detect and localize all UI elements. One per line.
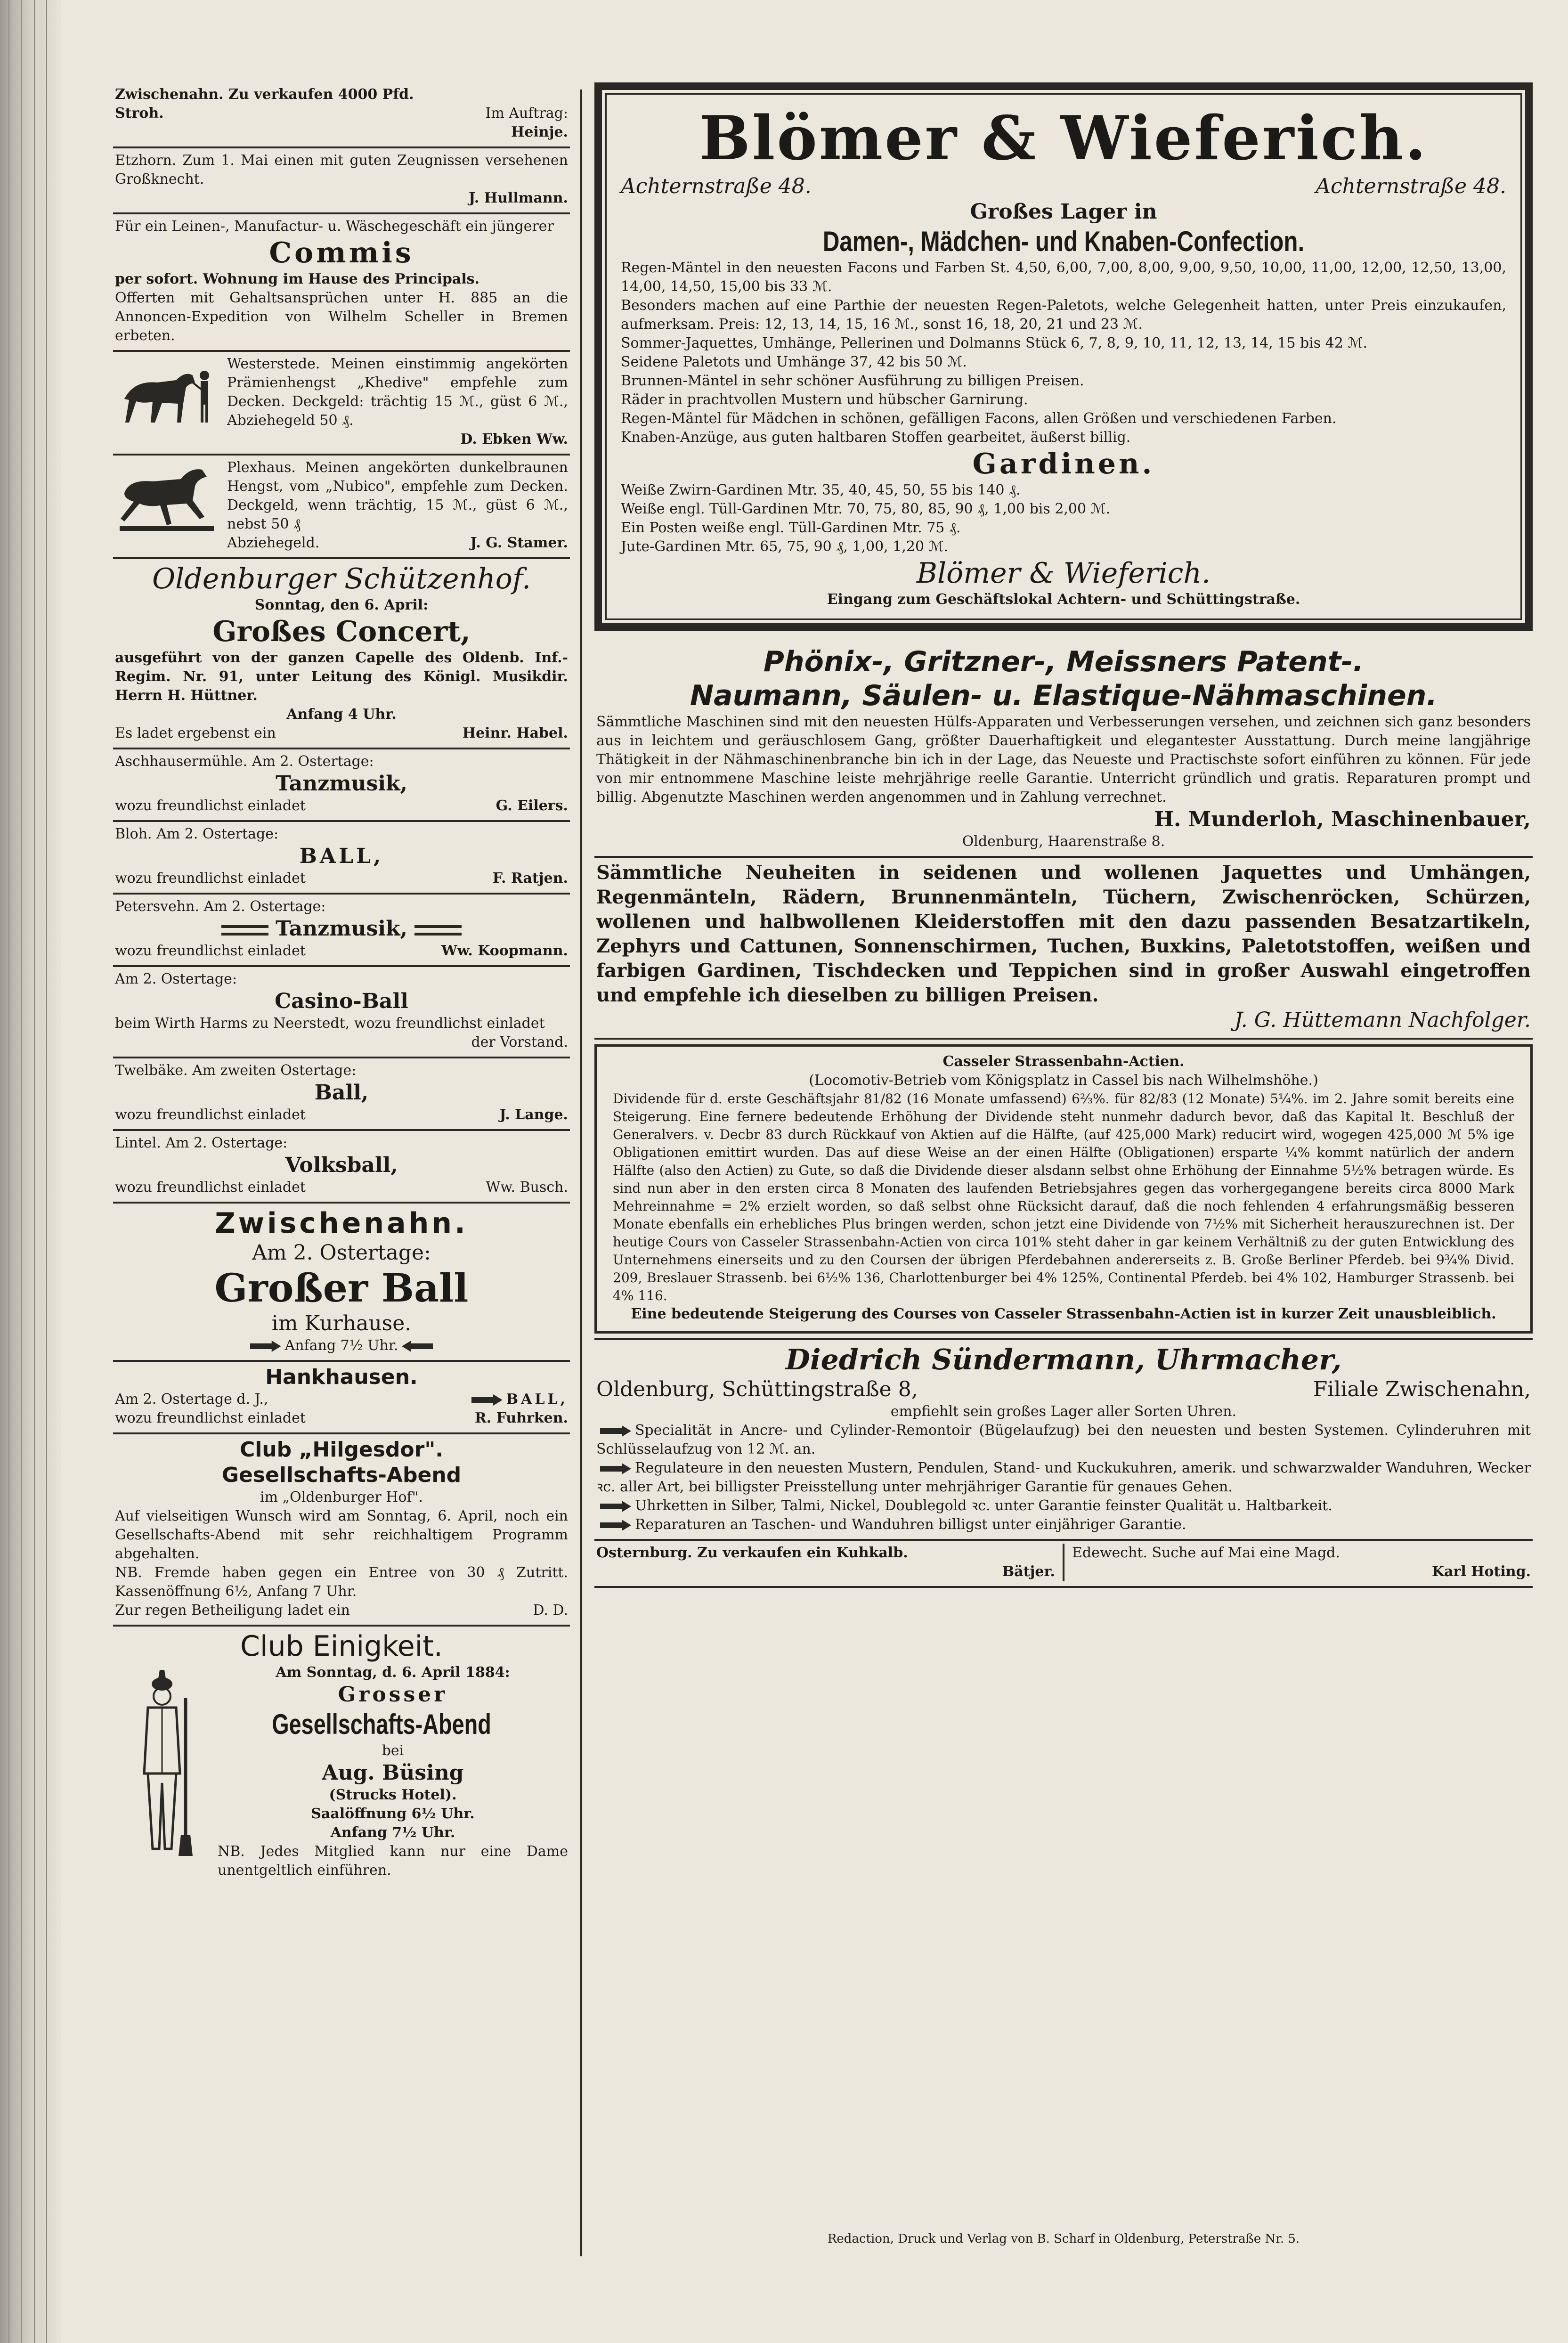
ad-edewecht	[1064, 1544, 1531, 1581]
ad-text: Petersvehn. Am 2. Ostertage:	[115, 898, 326, 915]
imprint-footer: Redaction, Druck und Verlag von B. Scharf in Oldenburg, Peterstraße Nr. 5.	[827, 2232, 1300, 2246]
soldier-with-rifle-icon	[115, 1665, 209, 1863]
ad-text: Es ladet ergebenst ein	[115, 725, 276, 741]
ad-text: im „Oldenburger Hof".	[260, 1489, 423, 1505]
ad-signer: D. D.	[533, 1602, 568, 1619]
ad-title: Hankhausen.	[265, 1365, 418, 1389]
ad-headline: Naumann, Säulen- u. Elastique-Nähmaschinen.	[690, 679, 1438, 712]
ad-casseler-strassenbahn	[594, 1044, 1533, 1334]
ad-text: Aschhausermühle. Am 2. Ostertage:	[115, 753, 374, 770]
ad-headline: Großer Ball	[214, 1266, 469, 1311]
pointing-hand-icon	[402, 1341, 433, 1352]
ad-text: beim Wirth Harms zu Neerstedt, wozu freundlichst einladet	[115, 1015, 545, 1032]
ad-signer: D. Ebken Ww.	[460, 431, 568, 447]
ad-text: ausgeführt von der ganzen Capelle des Oldenb. Inf.-Regim. Nr. 91, unter Leitung des Königl. Musikdir. Herrn H. Hüttner.	[115, 650, 568, 704]
ad-zwischenahn-stroh	[113, 82, 570, 148]
ad-text: Am 2. Ostertage:	[115, 971, 237, 987]
ad-signer: J. Hullmann.	[469, 190, 568, 206]
ad-text: Auf vielseitigen Wunsch wird am Sonntag, 6. April, noch ein Gesellschafts-Abend mit sehr reichhaltigem Programm abgehalten.	[115, 1508, 568, 1562]
ad-headline: Großes Concert,	[212, 615, 471, 648]
ad-headline: Tanzmusik,	[276, 917, 407, 941]
ad-headline-wrap	[115, 1708, 568, 1741]
ad-text: wozu freundlichst einladet	[115, 1106, 306, 1123]
ad-bloemer-wieferich	[594, 82, 1533, 631]
ad-text: Offerten mit Gehaltsansprüchen unter H. 885 an die Annoncen-Expedition von Wilhelm Scheller in Bremen erbeten.	[115, 290, 568, 344]
ad-item	[596, 1515, 1531, 1534]
ad-text: Regen-Mäntel für Mädchen in schönen, gefälligen Facons, allen Größen und verschiedenen Farben.	[621, 410, 1337, 427]
ad-signer: J. Lange.	[499, 1106, 568, 1123]
ad-signer: Karl Hoting.	[1432, 1563, 1531, 1580]
ad-signer: Ww. Koopmann.	[441, 943, 568, 959]
ad-headline: Gardinen.	[972, 447, 1155, 480]
ad-item	[596, 1421, 1531, 1459]
ad-title: Club Einigkeit.	[240, 1630, 443, 1663]
ad-signer: Heinje.	[511, 124, 568, 140]
ad-westerstede	[113, 352, 570, 456]
ad-text: Weiße Zwirn-Gardinen Mtr. 35, 40, 45, 50, 55 bis 140 ₰.	[621, 482, 1021, 498]
pointing-hand-icon	[600, 1463, 631, 1474]
ad-text: wozu freundlichst einladet	[115, 797, 306, 814]
ad-text: Besonders machen auf eine Parthie der neuesten Regen-Paletots, welche Gelegenheit hatten, unter Preis einzukaufen, aufmerksam. Preis: 12, 13, 14, 15, 16 ℳ., sonst 16, 18, 20, 21 und 23 ℳ.	[621, 297, 1506, 333]
ad-text: Seidene Paletots und Umhänge 37, 42 bis 50 ℳ.	[621, 354, 967, 370]
ad-text: Reparaturen an Taschen- und Wanduhren billigst unter einjähriger Garantie.	[635, 1516, 1186, 1533]
ad-text: Im Auftrag:	[485, 105, 568, 122]
pointing-hand-icon	[250, 1341, 281, 1352]
ad-text: wozu freundlichst einladet	[115, 1179, 306, 1196]
ad-signer: J. G. Stamer.	[470, 535, 568, 551]
ad-text: (Locomotiv-Betrieb vom Königsplatz in Cassel bis nach Wilhelmshöhe.)	[809, 1072, 1318, 1089]
horse-with-groom-icon	[115, 357, 219, 427]
pointing-hand-icon	[600, 1501, 631, 1512]
ad-headline-wrap	[621, 225, 1506, 259]
ad-plexhaus	[113, 456, 570, 559]
ad-title: Casseler Strassenbahn-Actien.	[942, 1053, 1185, 1070]
ad-text: Am Sonntag, d. 6. April 1884:	[276, 1664, 510, 1681]
ad-title: Oldenburger Schützenhof.	[152, 562, 531, 595]
ad-signer: Ww. Busch.	[486, 1179, 568, 1196]
pointing-hand-icon	[471, 1394, 503, 1406]
left-column	[113, 82, 570, 1885]
ad-headline: Tanzmusik,	[276, 772, 407, 796]
ad-address: Achternstraße 48.	[1316, 174, 1506, 198]
ad-headline-row	[115, 916, 568, 942]
ad-ball-row	[468, 1390, 568, 1409]
ad-text: (Strucks Hotel).	[329, 1787, 457, 1803]
ad-text: Osternburg. Zu verkaufen ein Kuhkalb.	[596, 1545, 908, 1561]
ad-text: Räder in prachtvollen Mustern und hübscher Garnirung.	[621, 391, 1028, 408]
ad-title: Zwischenahn.	[215, 1207, 468, 1240]
ad-signer: G. Eilers.	[496, 797, 568, 814]
ad-text: Brunnen-Mäntel in sehr schöner Ausführung zu billigen Preisen.	[621, 373, 1084, 389]
ad-headline: Ball,	[314, 1081, 369, 1105]
ad-lintel	[113, 1131, 570, 1204]
ad-signer: H. Munderloh, Maschinenbauer,	[1154, 807, 1531, 831]
ad-text: Specialität in Ancre- und Cylinder-Remontoir (Bügelaufzug) bei den neuesten und besten Systemen. Cylinderuhren mit Schlüsselaufzug von 12 ℳ. an.	[596, 1422, 1531, 1457]
ad-address: Oldenburg, Haarenstraße 8.	[962, 833, 1165, 850]
ad-text: wozu freundlichst einladet	[115, 943, 306, 959]
ornament-bars-icon	[414, 925, 462, 936]
ad-host: Aug. Büsing	[322, 1761, 464, 1785]
ad-huettemann	[594, 858, 1533, 1040]
ad-petersvehn	[113, 895, 570, 967]
ad-address: Achternstraße 48.	[621, 174, 812, 198]
ad-bloh	[113, 822, 570, 895]
ad-text: Anfang 7½ Uhr.	[330, 1824, 455, 1841]
ad-text: Abziehegeld.	[227, 535, 320, 551]
ad-text: NB. Jedes Mitglied kann nur eine Dame unentgeltlich einführen.	[218, 1843, 568, 1879]
ad-headline: BALL,	[299, 844, 384, 868]
page-binding-edge	[0, 0, 61, 2343]
ad-bottom-pair	[594, 1541, 1533, 1588]
ad-text: Jute-Gardinen Mtr. 65, 75, 90 ₰, 1,00, 1,20 ℳ.	[621, 538, 949, 555]
ad-headline: Gesellschafts-Abend	[221, 1463, 462, 1487]
ad-text: Eingang zum Geschäftslokal Achtern- und Schüttingstraße.	[827, 591, 1300, 608]
ad-text: Uhrketten in Silber, Talmi, Nickel, Doublegold ꝛc. unter Garantie feinster Qualität u. Haltbarkeit.	[635, 1497, 1332, 1514]
ad-text: Regulateure in den neuesten Mustern, Pendulen, Stand- und Kuckukuhren, amerik. und schwarzwalder Wanduhren, Wecker ꝛc. aller Art, bei billigster Preisstellung unter mehrjähriger Garantie für genaues Gehen.	[596, 1460, 1531, 1495]
ad-text: Saalöffnung 6½ Uhr.	[311, 1806, 475, 1822]
ad-club-einigkeit	[113, 1627, 570, 1885]
ad-title: Diedrich Sündermann, Uhrmacher,	[785, 1343, 1342, 1376]
ad-text: Edewecht. Suche auf Mai eine Magd.	[1072, 1545, 1340, 1561]
ad-text: Am 2. Ostertage d. J.,	[115, 1391, 268, 1407]
ad-sewing-machines	[594, 642, 1533, 858]
ad-item	[596, 1459, 1531, 1497]
ad-text: Plexhaus. Meinen angekörten dunkelbraunen Hengst, vom „Nubico", empfehle zum Decken. Deckgeld, wenn trächtig, 15 ℳ., güst 6 ℳ., nebst 50 ₰	[227, 459, 568, 532]
ad-text: Stroh.	[115, 105, 164, 122]
ad-text: Zur regen Betheiligung ladet ein	[115, 1602, 350, 1619]
ad-headline: Phönix-, Gritzner-, Meissners Patent-.	[763, 645, 1364, 678]
ad-text: Weiße engl. Tüll-Gardinen Mtr. 70, 75, 80, 85, 90 ₰, 1,00 bis 2,00 ℳ.	[621, 501, 1111, 517]
ad-casino	[113, 967, 570, 1058]
ad-commis	[113, 214, 570, 352]
ad-signature: Blömer & Wieferich.	[916, 557, 1211, 590]
pointing-hand-icon	[600, 1425, 631, 1437]
ad-address: Oldenburg, Schüttingstraße 8,	[596, 1377, 918, 1401]
ad-headline: Casino-Ball	[275, 989, 408, 1013]
ad-text: Sämmtliche Neuheiten in seidenen und wollenen Jaquettes und Umhängen, Regenmänteln, Rädern, Brunnenmänteln, Tüchern, Zwischenröcken, Schürzen, wollenen und halbwollenen Kleiderstoffen mit den dazu passenden Besatzartikeln, Zephyrs und Cattunen, Sonnenschirmen, Tuchen, Buxkins, Paletotstoffen, weißen und farbigen Gardinen, Tischdecken und Teppichen sind in großer Auswahl eingetroffen und empfehle ich dieselben zu billigen Preisen.	[596, 862, 1531, 1006]
ad-text: Eine bedeutende Steigerung des Courses von Casseler Strassenbahn-Actien ist in kurzer Zeit unausbleiblich.	[631, 1306, 1496, 1322]
ad-text: Sämmtliche Maschinen sind mit den neuesten Hülfs-Apparaten und Verbesserungen versehen, und zeichnen sich ganz besonders aus in leichtem und geräuschlosem Gang, größter Dauerhaftigkeit und elegantester Ausstattung. Durch meine langjährige Thätigkeit in der Nähmaschinenbranche bin ich in der Lage, das Neueste und Practischste sofort einführen zu können. Für jede von mir entnommene Maschine leiste mehrjährige reelle Garantie. Unterricht gründlich und gratis. Reparaturen prompt und billig. Abgenutzte Maschinen werden angenommen und in Zahlung verrechnet.	[596, 714, 1531, 805]
ad-hilgesdor	[113, 1434, 570, 1627]
ad-text: Ein Posten weiße engl. Tüll-Gardinen Mtr. 75 ₰.	[621, 520, 961, 536]
ad-text: Zwischenahn. Zu verkaufen 4000 Pfd.	[115, 86, 414, 103]
ad-text: Anfang 4 Uhr.	[286, 706, 397, 723]
ad-address: Filiale Zwischenahn,	[1313, 1377, 1531, 1401]
ad-title: Blömer & Wieferich.	[699, 103, 1428, 174]
ad-text: Knaben-Anzüge, aus guten haltbaren Stoffen gearbeitet, äußerst billig.	[621, 429, 1131, 446]
ad-text: Regen-Mäntel in den neuesten Facons und Farben St. 4,50, 6,00, 7,00, 8,00, 9,00, 9,50, 10,00, 11,00, 12,00, 12,50, 13,00, 14,00, 14,50, 15,00 bis 33 ℳ.	[621, 260, 1506, 295]
ad-headline: Volksball,	[285, 1153, 398, 1177]
ad-aschhauser	[113, 749, 570, 822]
ad-text: im Kurhause.	[271, 1311, 412, 1335]
ad-text: Etzhorn. Zum 1. Mai einen mit guten Zeugnissen versehenen Großknecht.	[115, 152, 568, 187]
ad-twelbaeke	[113, 1058, 570, 1131]
ad-text: Twelbäke. Am zweiten Ostertage:	[115, 1062, 357, 1079]
ad-signer: R. Fuhrken.	[474, 1410, 568, 1426]
pointing-hand-icon	[600, 1520, 631, 1531]
ad-text: NB. Fremde haben gegen ein Entree von 30 ₰ Zutritt. Kassenöffnung 6½, Anfang 7 Uhr.	[115, 1564, 568, 1600]
ad-signer: F. Ratjen.	[492, 870, 568, 887]
ad-text: Westerstede. Meinen einstimmig angekörten Prämienhengst „Khedive" empfehle zum Decken. Deckgeld: trächtig 15 ℳ., güst 6 ℳ., Abziehegeld 50 ₰.	[227, 356, 568, 429]
ad-osternburg	[596, 1544, 1064, 1581]
ad-headline: Grosser	[338, 1683, 448, 1707]
ad-headline: Commis	[269, 236, 414, 269]
ad-text: Lintel. Am 2. Ostertage:	[115, 1135, 288, 1151]
right-column	[594, 82, 1533, 1588]
ad-text: wozu freundlichst einladet	[115, 870, 306, 887]
ad-text: Am 2. Ostertage:	[252, 1241, 431, 1265]
ad-text: Bloh. Am 2. Ostertage:	[115, 826, 279, 842]
ad-etzhorn	[113, 148, 570, 214]
ad-text: bei	[382, 1742, 404, 1759]
ad-schuetzenhof	[113, 559, 570, 749]
trotting-horse-icon	[115, 460, 219, 536]
ad-signer: Bätjer.	[1002, 1563, 1055, 1580]
ad-text: Für ein Leinen-, Manufactur- u. Wäschegeschäft ein jüngerer	[115, 218, 554, 235]
ad-item	[596, 1497, 1531, 1515]
ad-headline: Damen-, Mädchen- und Knaben-Confection.	[822, 226, 1305, 257]
ad-hankhausen	[113, 1362, 570, 1434]
ad-text: Dividende für d. erste Geschäftsjahr 81/82 (16 Monate umfassend) 6⅔%. für 82/83 (12 Monate) 5¼%. im 2. Jahre somit bereits eine Steigerung. Eine fernere bedeutende Erhöhung der Dividende steht nunmehr dadurch bevor, daß das Kapital lt. Beschluß der Generalvers. v. Decbr 83 durch Rückkauf von Aktien auf die Hälfte, (auf 425,000 Mark) reducirt wird, wogegen 425,000 ℳ 5% ige Obligationen emittirt wurden. Das auf diese Weise an der einen Hälfte (Obligationen) ersparte ¼% kommt natürlich der andern Hälfte (also den Actien) zu Gute, so daß die Dividende dieser alsdann selbst ohne Erhöhung der Einnahme 5½% betragen würde. Es sind nun aber in den ersten circa 8 Monaten des laufenden Betriebsjahres gegen das vorhergegangene bereits circa 8000 Mark Mehreinnahme = 2% erzielt worden, so daß selbst ohne Rücksicht darauf, daß die noch fehlenden 4 erfahrungsmäßig besseren Monate ebenfalls ein erhebliches Plus bringen werden, schon jetzt eine Dividende von 7½% mit Sicherheit herauszurechnen ist. Der heutige Cours von Casseler Strassenbahn-Actien von circa 101% steht daher in gar keinem Verhältniß zu der guten Entwicklung des Unternehmens einerseits und zu den Coursen der übrigen Pferdebahnen andererseits z. B. Große Berliner Pferdeb. bei 9¾% Divid. 209, Breslauer Strassenb. bei 6½% 136, Charlottenburger bei 4% 125%, Continental Pferdeb. bei 4% 102, Hamburger Strassenb. bei 4% 116.	[613, 1091, 1514, 1303]
ad-text: empfiehlt sein großes Lager aller Sorten Uhren.	[890, 1403, 1237, 1420]
ad-signer: der Vorstand.	[471, 1034, 568, 1050]
column-rule	[580, 89, 582, 2256]
ad-text: Anfang 7½ Uhr.	[284, 1337, 398, 1354]
ad-signer: J. G. Hüttemann Nachfolger.	[1234, 1008, 1531, 1032]
ad-text: Sonntag, den 6. April:	[254, 597, 429, 613]
ad-start-row	[115, 1336, 568, 1355]
ad-suendermann	[594, 1338, 1533, 1541]
ad-text: per sofort. Wohnung im Hause des Principals.	[115, 271, 479, 287]
ad-zwischenahn-ball	[113, 1204, 570, 1362]
ad-signer: Heinr. Habel.	[462, 725, 568, 741]
ad-headline: Gesellschafts-Abend	[272, 1708, 491, 1740]
ad-text: Großes Lager in	[970, 200, 1157, 224]
ornament-bars-icon	[221, 925, 268, 936]
ad-text: Sommer-Jaquettes, Umhänge, Pellerinen und Dolmanns Stück 6, 7, 8, 9, 10, 11, 12, 13, 14, 15 bis 42 ℳ.	[621, 335, 1368, 351]
ad-text: wozu freundlichst einladet	[115, 1410, 306, 1426]
ad-title: Club „Hilgesdor".	[239, 1438, 443, 1462]
ad-headline: BALL,	[506, 1391, 568, 1407]
